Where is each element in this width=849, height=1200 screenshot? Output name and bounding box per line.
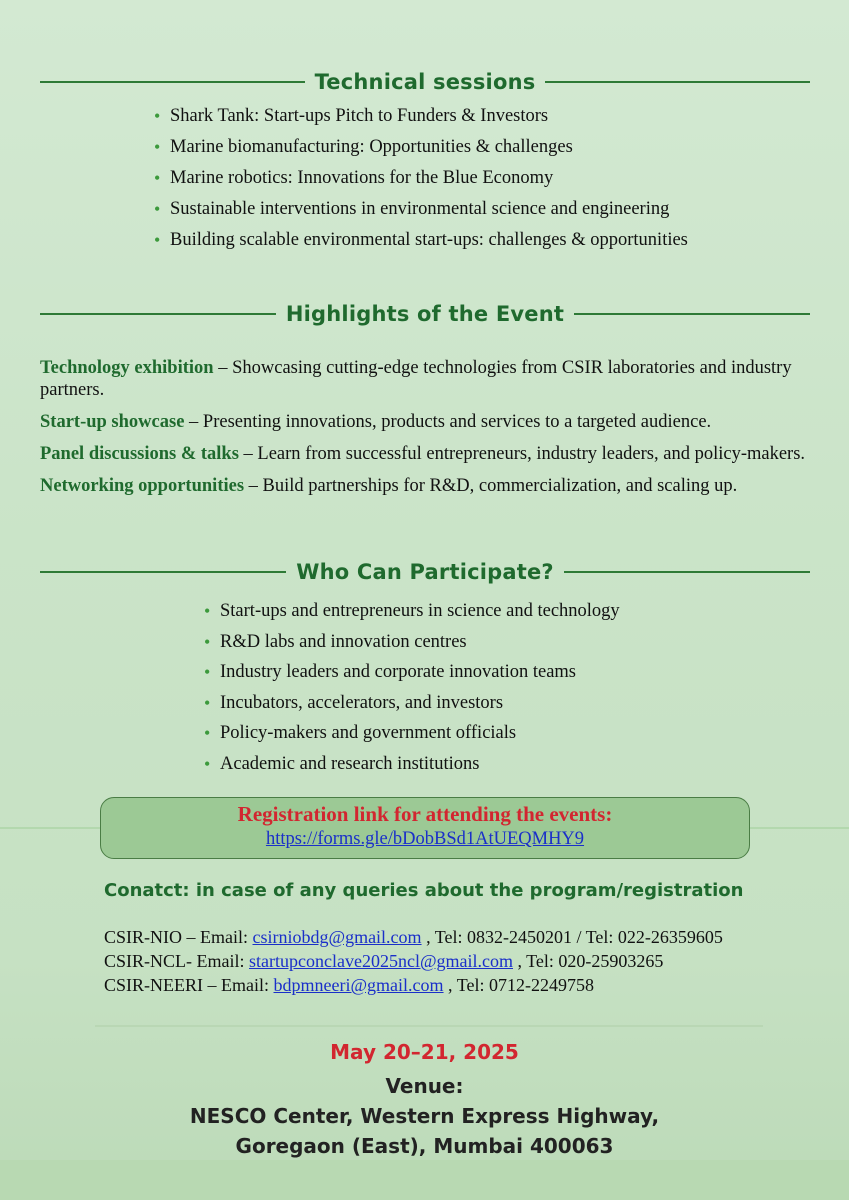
highlight-term: Start-up showcase (40, 412, 185, 432)
highlight-item (40, 411, 810, 433)
contact-tel: , Tel: 0712-2249758 (443, 975, 594, 995)
contact-email-link[interactable]: csirniobdg@gmail.com (252, 927, 422, 947)
list-item: • Marine biomanufacturing: Opportunities & challenges (154, 132, 688, 163)
list-item: • Sustainable interventions in environmental science and engineering (154, 194, 688, 225)
highlight-desc: – Presenting innovations, products and services to a targeted audience. (184, 412, 712, 432)
heading-rule-left (40, 571, 286, 573)
event-date: May 20–21, 2025 (330, 1040, 519, 1064)
list-item: • Shark Tank: Start-ups Pitch to Funders & Investors (154, 101, 688, 132)
contact-list (104, 925, 723, 997)
contact-email-link[interactable]: bdpmneeri@gmail.com (273, 975, 444, 995)
highlight-item (40, 475, 810, 497)
highlight-desc: – Showcasing cutting-edge technologies from CSIR laboratories and industry partners. (40, 358, 792, 400)
contact-org: CSIR-NEERI – Email: (104, 975, 274, 995)
list-item: • Industry leaders and corporate innovation teams (204, 657, 620, 688)
technical-sessions-list (154, 101, 688, 256)
technical-sessions-heading (40, 70, 810, 94)
highlights-list (40, 357, 810, 507)
registration-rule-left (0, 827, 100, 829)
heading-rule-right (545, 81, 810, 83)
list-item: • Policy-makers and government officials (204, 718, 620, 749)
section-divider (95, 1025, 763, 1027)
venue-line-1: NESCO Center, Western Express Highway, (189, 1104, 660, 1128)
heading-rule-right (564, 571, 810, 573)
heading-rule-right (574, 313, 810, 315)
participants-list (204, 596, 620, 779)
contact-org: CSIR-NCL- Email: (104, 951, 249, 971)
bottom-band (0, 1160, 849, 1200)
contact-tel: , Tel: 0832-2450201 / Tel: 022-26359605 (421, 927, 723, 947)
highlight-desc: – Learn from successful entrepreneurs, industry leaders, and policy-makers. (238, 444, 806, 464)
technical-sessions-title: Technical sessions (314, 70, 536, 94)
contact-row (104, 925, 723, 949)
contact-tel: , Tel: 020-25903265 (513, 951, 664, 971)
registration-box (100, 797, 750, 859)
registration-title: Registration link for attending the events: (237, 802, 613, 826)
list-item: • Incubators, accelerators, and investors (204, 688, 620, 719)
heading-rule-left (40, 313, 276, 315)
list-item: • R&D labs and innovation centres (204, 627, 620, 658)
highlight-term: Panel discussions & talks (40, 444, 239, 464)
highlight-desc: – Build partnerships for R&D, commercialization, and scaling up. (244, 476, 738, 496)
venue-block (0, 1071, 849, 1161)
list-item: • Building scalable environmental start-ups: challenges & opportunities (154, 225, 688, 256)
participants-heading (40, 560, 810, 584)
registration-link[interactable]: https://forms.gle/bDobBSd1AtUEQMHY9 (265, 829, 585, 849)
venue-label: Venue: (385, 1074, 464, 1098)
participants-title: Who Can Participate? (296, 560, 554, 584)
contact-email-link[interactable]: startupconclave2025ncl@gmail.com (249, 951, 513, 971)
contact-row (104, 973, 723, 997)
registration-rule-right (748, 827, 849, 829)
contact-org: CSIR-NIO – Email: (104, 927, 253, 947)
contact-row (104, 949, 723, 973)
highlight-term: Networking opportunities (40, 476, 245, 496)
list-item: • Start-ups and entrepreneurs in science and technology (204, 596, 620, 627)
venue-line-2: Goregaon (East), Mumbai 400063 (235, 1134, 614, 1158)
highlight-item (40, 357, 810, 401)
highlight-item (40, 443, 810, 465)
heading-rule-left (40, 81, 305, 83)
highlights-heading (40, 302, 810, 326)
highlight-term: Technology exhibition (40, 358, 214, 378)
highlights-title: Highlights of the Event (285, 302, 565, 326)
list-item: • Marine robotics: Innovations for the Blue Economy (154, 163, 688, 194)
contact-heading: Conatct: in case of any queries about the program/registration (104, 880, 744, 901)
list-item: • Academic and research institutions (204, 749, 620, 780)
